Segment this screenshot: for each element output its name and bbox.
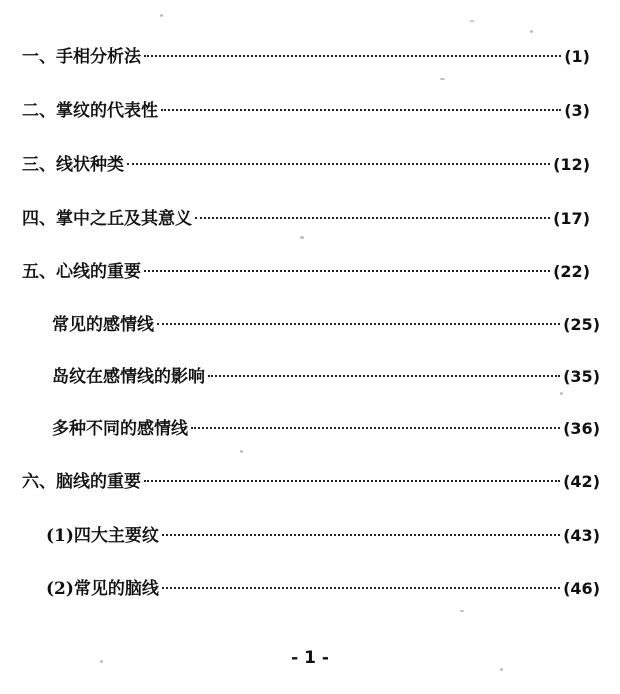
toc-entry-page: (35) bbox=[563, 367, 600, 386]
toc-entry-title: 四、掌中之丘及其意义 bbox=[22, 209, 192, 229]
toc-entry-page: (42) bbox=[563, 472, 600, 491]
toc-entry-title: 三、线状种类 bbox=[22, 155, 124, 175]
toc-entry-page: (3) bbox=[564, 101, 590, 120]
dot-leader bbox=[144, 55, 561, 57]
toc-entry-title: (1)四大主要纹 bbox=[46, 526, 159, 546]
page-number: - 1 - bbox=[291, 648, 329, 668]
toc-entry-title: (2)常见的脑线 bbox=[46, 579, 159, 599]
toc-entry[interactable] bbox=[52, 310, 600, 335]
toc-entry-title: 五、心线的重要 bbox=[22, 262, 141, 282]
toc-entry[interactable] bbox=[52, 414, 600, 439]
toc-entry[interactable] bbox=[52, 362, 600, 387]
dot-leader bbox=[157, 323, 560, 325]
toc-entry-page: (17) bbox=[553, 209, 590, 228]
dot-leader bbox=[191, 427, 560, 429]
toc-entry[interactable] bbox=[46, 521, 600, 546]
toc-entry-title: 六、脑线的重要 bbox=[22, 472, 141, 492]
toc-entry[interactable] bbox=[46, 574, 600, 599]
toc-entry[interactable] bbox=[22, 467, 600, 492]
toc-entry-title: 岛纹在感情线的影响 bbox=[52, 367, 205, 387]
toc-entry[interactable] bbox=[22, 257, 590, 282]
dot-leader bbox=[127, 163, 550, 165]
toc-entry-page: (25) bbox=[563, 315, 600, 334]
dot-leader bbox=[144, 480, 560, 482]
dot-leader bbox=[161, 109, 561, 111]
dot-leader bbox=[208, 375, 560, 377]
dot-leader bbox=[162, 587, 560, 589]
toc-entry-title: 一、手相分析法 bbox=[22, 47, 141, 67]
toc-entry-page: (46) bbox=[563, 579, 600, 598]
toc-entry-title: 多种不同的感情线 bbox=[52, 419, 188, 439]
dot-leader bbox=[162, 534, 560, 536]
toc-entry-page: (36) bbox=[563, 419, 600, 438]
toc-entry-page: (1) bbox=[564, 47, 590, 66]
toc-entry-title: 常见的感情线 bbox=[52, 315, 154, 335]
toc-entry[interactable] bbox=[22, 204, 590, 229]
toc-entry-page: (12) bbox=[553, 155, 590, 174]
toc-entry-page: (22) bbox=[553, 262, 590, 281]
toc-entry-title: 二、掌纹的代表性 bbox=[22, 101, 158, 121]
toc-entry[interactable] bbox=[22, 96, 590, 121]
dot-leader bbox=[195, 217, 550, 219]
toc-entry[interactable] bbox=[22, 42, 590, 67]
toc-entry-page: (43) bbox=[563, 526, 600, 545]
toc-entry[interactable] bbox=[22, 150, 590, 175]
dot-leader bbox=[144, 270, 550, 272]
